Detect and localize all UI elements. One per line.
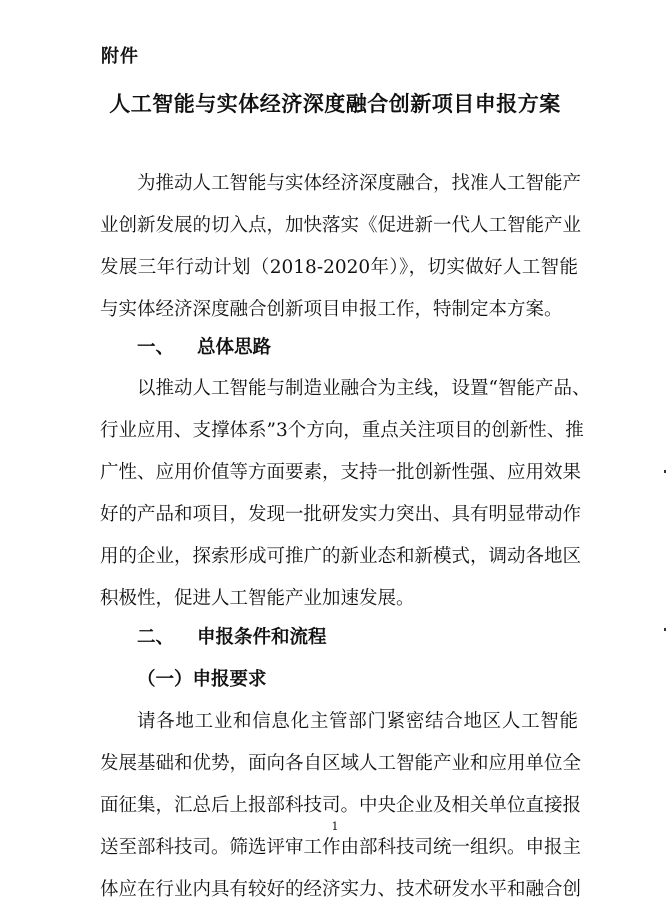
page-number: 1 — [331, 820, 339, 833]
paragraph-line: 送至部科技司。筛选评审工作由部科技司统一组织。申报主 — [100, 837, 582, 858]
scan-artifact — [664, 470, 666, 473]
document-title: 人工智能与实体经济深度融合创新项目申报方案 — [109, 92, 561, 116]
section-number: 一、 — [137, 337, 175, 358]
paragraph-line: 请各地工业和信息化主管部门紧密结合地区人工智能 — [137, 711, 578, 732]
paragraph-line: 业创新发展的切入点，加快落实《促进新一代人工智能产业 — [100, 215, 582, 236]
subsection-heading-requirements: （一）申报要求 — [137, 669, 267, 690]
paragraph-line: 体应在行业内具有较好的经济实力、技术研发水平和融合创 — [100, 879, 582, 900]
paragraph-line: 积极性，促进人工智能产业加速发展。 — [100, 588, 415, 609]
paragraph-line: 为推动人工智能与实体经济深度融合，找准人工智能产 — [137, 173, 582, 194]
paragraph-line: 发展三年行动计划（2018-2020年）》，切实做好人工智能 — [100, 257, 578, 278]
paragraph-line: 广性、应用价值等方面要素，支持一批创新性强、应用效果 — [100, 462, 582, 483]
paragraph-line: 面征集，汇总后上报部科技司。中央企业及相关单位直接报 — [100, 795, 582, 816]
paragraph-line: 用的企业，探索形成可推广的新业态和新模式，调动各地区 — [100, 546, 582, 567]
attachment-label: 附件 — [101, 46, 139, 67]
paragraph-line: 行业应用、支撑体系”3个方向，重点关注项目的创新性、推 — [100, 420, 584, 441]
section-title: 申报条件和流程 — [197, 627, 327, 648]
paragraph-line: 好的产品和项目，发现一批研发实力突出、具有明显带动作 — [100, 504, 582, 525]
paragraph-line: 与实体经济深度融合创新项目申报工作，特制定本方案。 — [100, 299, 563, 320]
scan-artifact — [664, 628, 666, 631]
section-title: 总体思路 — [197, 337, 272, 358]
section-number: 二、 — [137, 627, 175, 648]
paragraph-line: 发展基础和优势，面向各自区域人工智能产业和应用单位全 — [100, 753, 582, 774]
paragraph-line: 以推动人工智能与制造业融合为主线，设置“智能产品、 — [137, 378, 591, 399]
section-heading-overall-approach — [137, 327, 271, 369]
section-heading-conditions-process — [137, 617, 327, 659]
